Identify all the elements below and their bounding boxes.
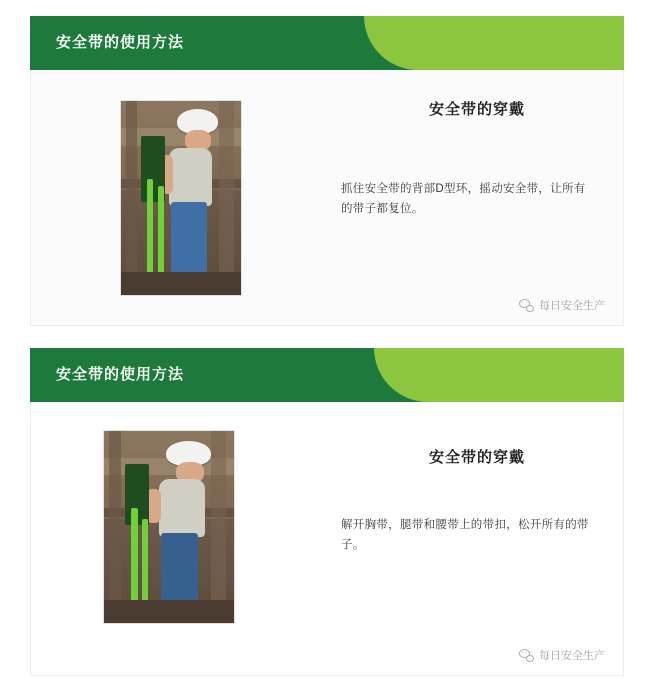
photo-worker-jeans	[171, 202, 207, 280]
slide-2-body	[30, 402, 624, 676]
photo-worker-shirt	[169, 148, 212, 206]
slide-1-content-title: 安全带的穿戴	[428, 101, 525, 118]
wechat-icon	[519, 649, 534, 662]
slide-2-header-title: 安全带的使用方法	[56, 366, 185, 383]
slide-1-watermark	[519, 297, 605, 313]
photo-ground	[121, 272, 241, 295]
slide-2-header	[30, 348, 624, 402]
slide-2-watermark	[519, 647, 605, 663]
slide-1-header	[30, 16, 624, 70]
slide-2-text-column	[331, 402, 623, 675]
photo-harness-strap-1	[131, 508, 138, 604]
slide-2-watermark-label: 每日安全生产	[539, 650, 605, 662]
slide-1-watermark-label: 每日安全生产	[539, 300, 605, 312]
photo-post-right	[211, 431, 227, 623]
photo-worker-shirt	[159, 479, 206, 537]
wechat-icon	[519, 299, 534, 312]
photo-harness-strap-2	[158, 186, 164, 279]
slide-1-photo	[120, 100, 242, 296]
photo-worker-jeans	[161, 533, 197, 610]
slide-1-header-title: 安全带的使用方法	[56, 34, 185, 51]
slide-1	[30, 16, 624, 326]
photo-post-right	[219, 101, 233, 295]
slide-2	[30, 348, 624, 676]
slide-2-content-title: 安全带的穿戴	[428, 449, 525, 466]
slide-2-image-column	[31, 402, 331, 675]
header-accent-shape	[374, 348, 624, 402]
header-accent-shape	[364, 16, 624, 70]
slide-1-text-column	[331, 70, 623, 325]
slide-1-body	[30, 70, 624, 326]
slide-1-image-column	[31, 70, 331, 325]
photo-post-left	[126, 101, 137, 295]
photo-harness-strap-2	[142, 519, 149, 607]
photo-harness-strap-1	[147, 179, 153, 280]
slide-2-body-text: 解开胸带，腿带和腰带上的带扣，松开所有的带子。	[341, 519, 589, 551]
photo-post-left	[109, 431, 121, 623]
photo-ground	[104, 600, 234, 623]
slide-1-body-text: 抓住安全带的背部D型环，摇动安全带，让所有的带子都复位。	[341, 183, 586, 215]
slide-2-photo	[103, 430, 235, 624]
